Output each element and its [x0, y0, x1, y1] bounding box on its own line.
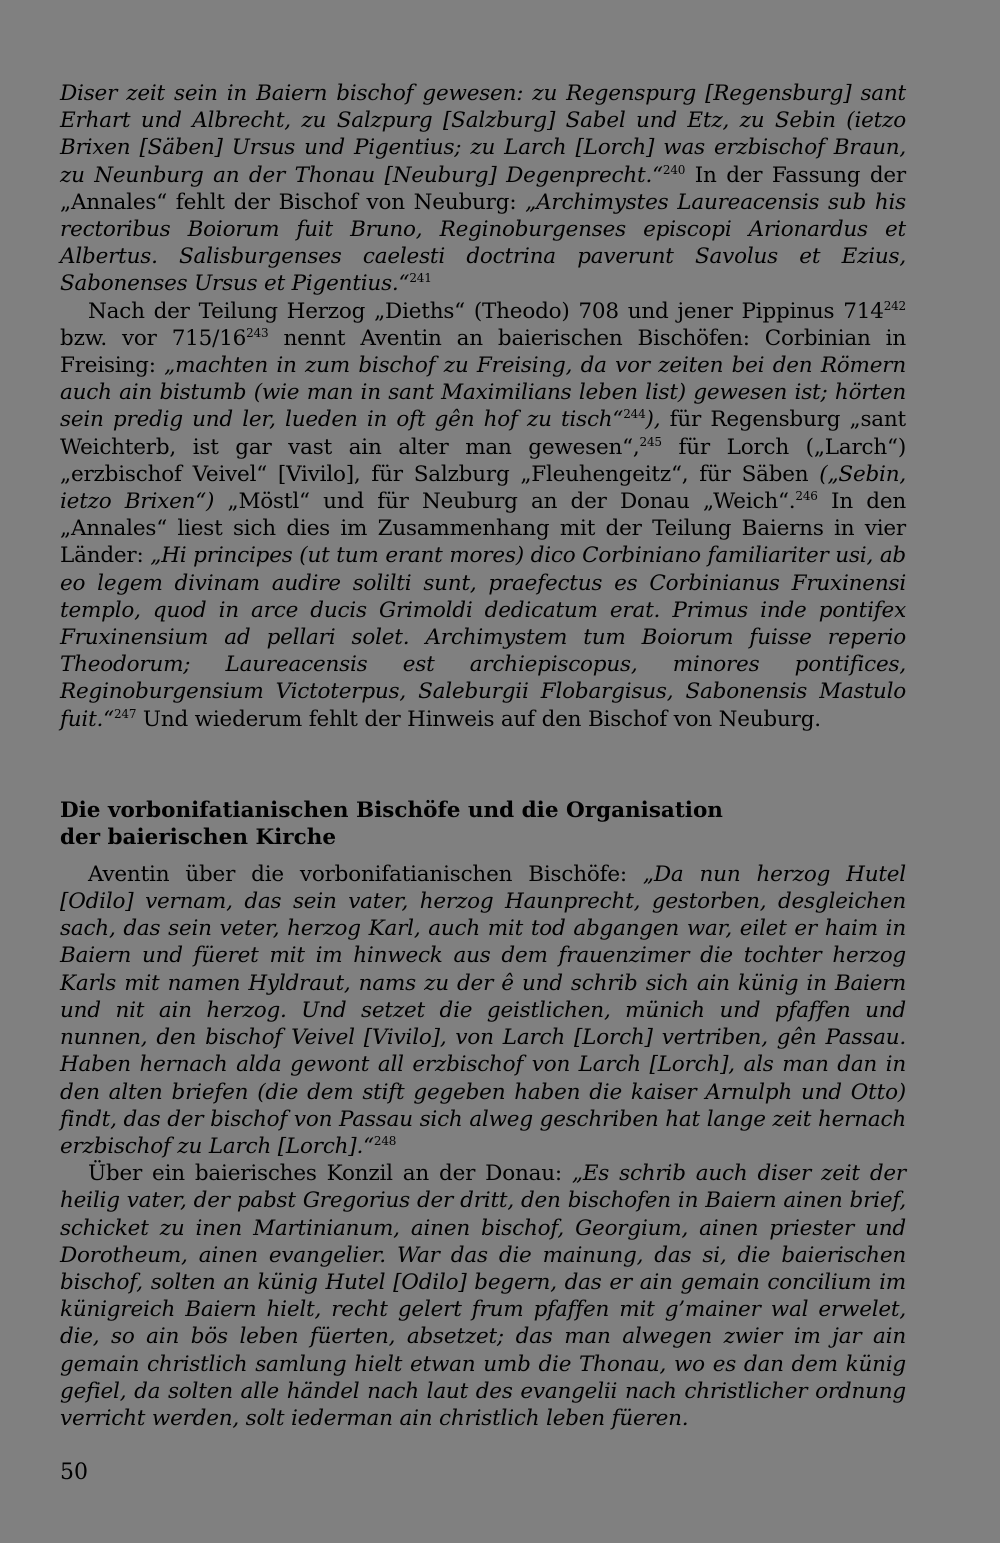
text: bzw. vor 715/16 — [60, 325, 247, 351]
footnote-ref[interactable]: 242 — [883, 298, 906, 313]
section-heading — [60, 797, 906, 851]
footnote-ref[interactable]: 247 — [113, 706, 137, 721]
text: für Lorch („Larch“) „erzbischof Veivel“ [Vivilo], für Salzburg „Fleuhengeitz“, für Säben — [60, 434, 907, 487]
footnote-ref[interactable]: 240 — [662, 162, 686, 177]
text: ), — [645, 407, 661, 433]
footnote-ref[interactable]: 241 — [409, 271, 432, 286]
quote: „Da nun herzog Hutel [Odilo] vernam, das sein vater, herzog Haunprecht, gestorben, desgleichen sach, das sein veter, herzog Karl, auch mit tod abgangen war, eilet er haim in Baiern und füeret mit im hinweck aus dem frauenzimer die tochter herzog Karls mit namen Hyldraut, nams zu der ê und schrib sich ain künig in Baiern und nit ain herzog. Und setzet die geistlichen, münich und pfaffen und nunnen, den bischof Veivel [Vivilo], von Larch [Lorch] vertriben, gên Passau. Haben hernach alda gewont all erzbischof von Larch [Lorch], als man dan in den alten briefen (die dem stift gegeben haben die kaiser Arnulph und Otto) findt, das der bischof von Passau sich alweg geschriben hat lange zeit hernach erzbischof zu Larch [Lorch].“ — [60, 861, 906, 1159]
text: Aventin über die vorbonifatianischen Bischöfe: — [88, 861, 643, 887]
quote: „Es schrib auch diser zeit der heilig vater, der pabst Gregorius der dritt, den bischofen in Baiern ainen brief, schicket zu inen Martinianum, ainen bischof, Georgium, ainen priester und Dorotheum, ainen evangelier. War das die mainung, das si, die baierischen bischof, solten an künig Hutel [Odilo] begern, das er ain gemain concilium im künigreich Baiern hielt, recht gelert frum pfaffen mit g’mainer wal erwelet, die, so ain bös leben füerten, absetzet; das man alwegen zwier im jar ain gemain christlich samlung hielt etwan umb die Thonau, wo es dan dem künig gefiel, da solten alle händel nach laut des evangelii nach christlicher ordnung verricht werden, solt iederman ain christlich leben füeren. — [60, 1161, 906, 1431]
footnote-ref[interactable]: 244 — [623, 407, 646, 422]
footnote-ref[interactable]: 245 — [639, 434, 662, 449]
page-number: 50 — [60, 1460, 88, 1485]
paragraph-1 — [60, 80, 906, 298]
quote: „Archimystes Laureacensis sub his rectoribus Boiorum fuit Bruno, Reginoburgenses episcopi Arionardus et Albertus. Salisburgenses caelesti doctrina paverunt Savolus et Ezius, Sabonenses Ursus et Pigentius.“ — [60, 189, 906, 297]
heading-spacer — [60, 851, 906, 861]
text: In den „Annales“ liest sich dies im Zusammenhang mit der Teilung Baierns in vier Länder: — [60, 489, 907, 569]
paragraph-4 — [60, 1160, 906, 1432]
quote: Diser zeit sein in Baiern bischof gewesen: zu Regenspurg [Regensburg] sant Erhart und Albrecht, zu Salzpurg [Salzburg] Sabel und Etz, zu Sebin (ietzo Brixen [Säben] Ursus und Pigentius; zu Larch [Lorch] was erzbischof Braun, zu Neunburg an der Thonau [Neuburg] Degenprecht.“ — [60, 81, 906, 188]
paragraph-3 — [60, 861, 906, 1160]
footnote-ref[interactable]: 248 — [373, 1133, 397, 1148]
text: In der Fassung der „Annales“ fehlt der Bischof von Neuburg: — [60, 162, 906, 215]
text: für Regensburg „sant Weichterb, ist gar vast ain alter man gewesen“, — [60, 407, 906, 460]
page-body — [60, 80, 906, 1432]
text: nennt Aventin an baierischen Bischöfen: Corbinian in Freising: — [60, 325, 907, 379]
text: Nach der Teilung Herzog „Dieths“ (Theodo) 708 und jener Pippinus 714 — [88, 298, 884, 324]
footnote-ref[interactable]: 246 — [795, 488, 818, 503]
text: Und wiederum fehlt der Hinweis auf den Bischof von Neuburg. — [136, 706, 821, 732]
footnote-ref[interactable]: 243 — [246, 325, 269, 340]
heading-line: der baierischen Kirche — [60, 824, 337, 850]
quote: „machten in zum bischof zu Freising, da vor zeiten bei den Römern auch ain bistumb (wie man in sant Maximilians leben list) gewesen ist; hörten sein predig und ler, lueden in oft gên hof zu tisch“ — [60, 353, 906, 433]
text: „Möstl“ und für Neuburg an der Donau „Weich“. — [214, 489, 796, 515]
text: Über ein baierisches Konzil an der Donau: — [88, 1161, 572, 1187]
quote: („Sebin, ietzo Brixen“) — [60, 461, 906, 515]
quote: „Hi principes (ut tum erant mores) dico Corbiniano familiariter usi, ab eo legem divinam audire solilti sunt, praefectus es Corbinianus Fruxinensi templo, quod in arce ducis Grimoldi dedicatum erat. Primus inde pontifex Fruxinensium ad pellari solet. Archimystem tum Boiorum fuisse reperio Theodorum; Laureacensis est archiepiscopus, minores pontifices, Reginoburgensium Victoterpus, Saleburgii Flobargisus, Sabonensis Mastulo fuit.“ — [60, 543, 906, 732]
section-spacer — [60, 733, 906, 797]
paragraph-2 — [60, 298, 906, 733]
heading-line: Die vorbonifatianischen Bischöfe und die Organisation — [60, 797, 723, 823]
